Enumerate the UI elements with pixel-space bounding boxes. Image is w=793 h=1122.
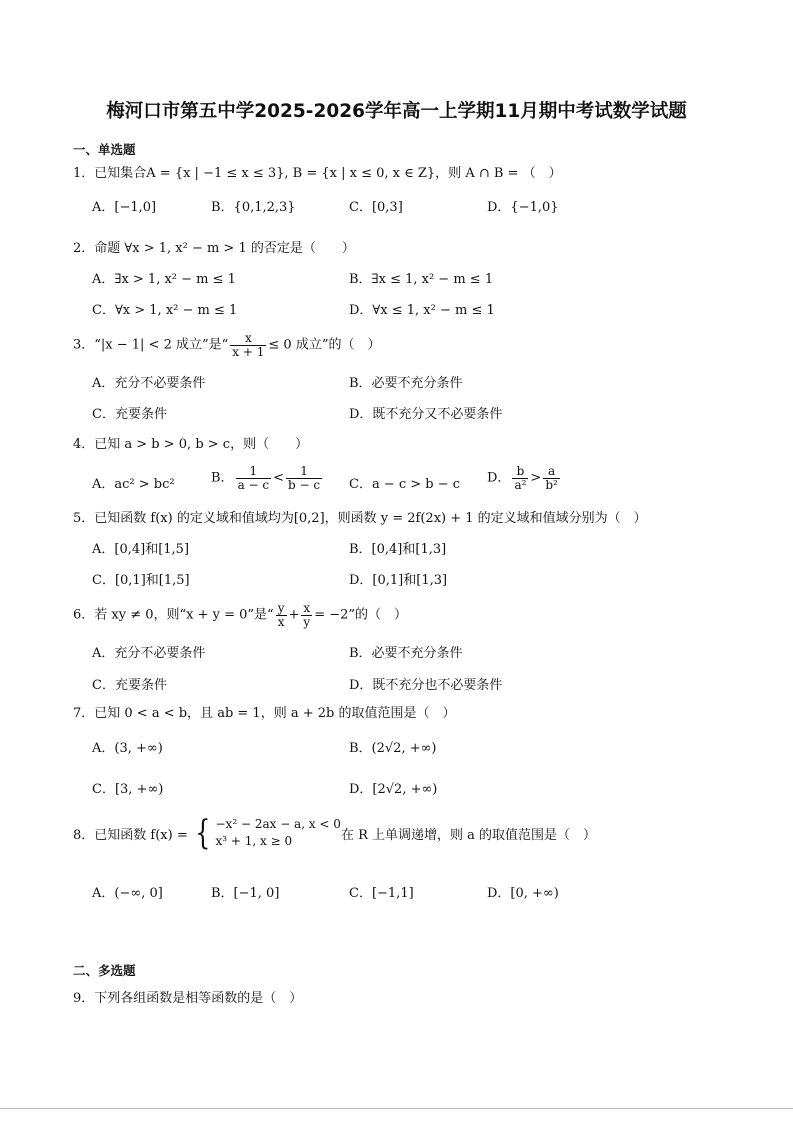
question-6-stem-post: = −2”的（ ） [314,607,408,623]
question-5-option-a: A．[0,4]和[1,5] [92,542,190,557]
question-3-fraction [230,332,266,358]
fraction-numerator: a [543,465,560,479]
fraction-denominator: a² [514,477,527,492]
fraction [236,465,272,491]
question-6-option-a: A．充分不必要条件 [92,646,206,661]
question-8-option-b: B．[−1, 0] [211,886,280,901]
question-4-option-b [211,465,324,491]
fraction [276,602,287,628]
fraction-numerator: b [512,465,528,479]
question-7-stem: 7．已知 0 < a < b，且 ab = 1，则 a + 2b 的取值范围是（ ） [73,706,456,721]
piecewise-cases [216,816,341,851]
question-5-option-b: B．[0,4]和[1,3] [349,542,447,557]
question-3-option-d: D．既不充分又不必要条件 [349,407,503,422]
question-7-option-a: A．(3, +∞) [92,741,163,756]
question-7-option-c: C．[3, +∞) [92,782,164,797]
question-8-stem-post: 在 R 上单调递增，则 a 的取值范围是（ ） [340,827,597,843]
question-1-stem: 1．已知集合A = {x | −1 ≤ x ≤ 3}, B = {x | x ≤ 0, x ∈ Z}，则 A ∩ B = （ ） [73,166,562,181]
page-bottom-divider [0,1108,793,1109]
question-6-stem-pre: 6．若 xy ≠ 0，则“x + y = 0”是“ [73,607,274,623]
comparison-sign: < [273,470,285,486]
question-6-option-b: B．必要不充分条件 [349,646,463,661]
section-heading-multiple-choice: 二、多选题 [73,963,136,978]
fraction-denominator: y [303,614,311,629]
question-3-stem-pre: 3．“|x − 1| < 2 成立”是“ [73,337,229,353]
fraction-denominator: a − c [237,477,270,492]
question-2-option-b: B．∃x ≤ 1, x² − m ≤ 1 [349,272,494,287]
question-1-option-b: B．{0,1,2,3} [211,200,296,215]
question-8-option-a: A．(−∞, 0] [92,886,163,901]
fraction [286,465,322,491]
fraction [512,465,528,491]
question-8-option-c: C．[−1,1] [349,886,414,901]
question-9-stem: 9．下列各组函数是相等函数的是（ ） [73,991,303,1006]
question-1-option-a: A．[−1,0] [92,200,157,215]
question-1-option-c: C．[0,3] [349,200,403,215]
question-2-stem: 2．命题 ∀x > 1, x² − m > 1 的否定是（ ） [73,241,355,256]
question-6-option-c: C．充要条件 [92,678,167,693]
comparison-sign: > [530,470,542,486]
fraction [543,465,560,491]
question-1-option-d: D．{−1,0} [487,200,559,215]
question-4-option-d [487,465,562,491]
question-4-option-a: A．ac² > bc² [92,477,175,492]
question-3-stem-post: ≤ 0 成立”的（ ） [268,337,381,353]
option-label: B． [211,470,234,486]
fraction-numerator: x [230,332,266,346]
question-8-stem [73,813,597,854]
question-6-option-d: D．既不充分也不必要条件 [349,678,503,693]
fraction-denominator: x + 1 [232,344,265,359]
fraction-numerator: 1 [236,465,272,479]
question-2-option-a: A．∃x > 1, x² − m ≤ 1 [92,272,236,287]
question-3-option-a: A．充分不必要条件 [92,376,206,391]
question-3-option-c: C．充要条件 [92,407,167,422]
fraction-denominator: b² [545,477,558,492]
fraction-numerator: x [303,601,311,615]
fraction-denominator: b − c [288,477,321,492]
option-label: D． [487,470,511,486]
section-heading-single-choice: 一、单选题 [73,142,136,157]
question-3-option-b: B．必要不充分条件 [349,376,463,391]
page-title: 梅河口市第五中学2025-2026学年高一上学期11月期中考试数学试题 [106,101,687,122]
piecewise-case-1: −x² − 2ax − a, x < 0 [215,817,341,831]
question-3-stem [73,332,380,358]
question-8-option-d: D．[0, +∞) [487,886,559,901]
question-8-stem-pre: 8．已知函数 f(x) = [73,827,192,843]
plus-sign: + [288,607,300,623]
question-5-stem: 5．已知函数 f(x) 的定义域和值域均为[0,2]，则函数 y = 2f(2x) + 1 的定义域和值域分别为（ ） [73,511,647,526]
question-4-option-c: C．a − c > b − c [349,477,461,492]
fraction-numerator: y [277,601,285,615]
question-7-option-b: B．(2√2, +∞) [349,741,437,756]
question-6-stem [73,602,407,628]
question-5-option-d: D．[0,1]和[1,3] [349,573,448,588]
fraction [301,602,312,628]
fraction-numerator: 1 [286,465,322,479]
question-5-option-c: C．[0,1]和[1,5] [92,573,190,588]
question-2-option-d: D．∀x ≤ 1, x² − m ≤ 1 [349,303,495,318]
question-7-option-d: D．[2√2, +∞) [349,782,438,797]
fraction-denominator: x [277,614,285,629]
question-2-option-c: C．∀x > 1, x² − m ≤ 1 [92,303,238,318]
left-brace: { [195,813,211,854]
question-4-stem: 4．已知 a > b > 0, b > c，则（ ） [73,437,309,452]
piecewise-case-2: x³ + 1, x ≥ 0 [215,834,293,849]
